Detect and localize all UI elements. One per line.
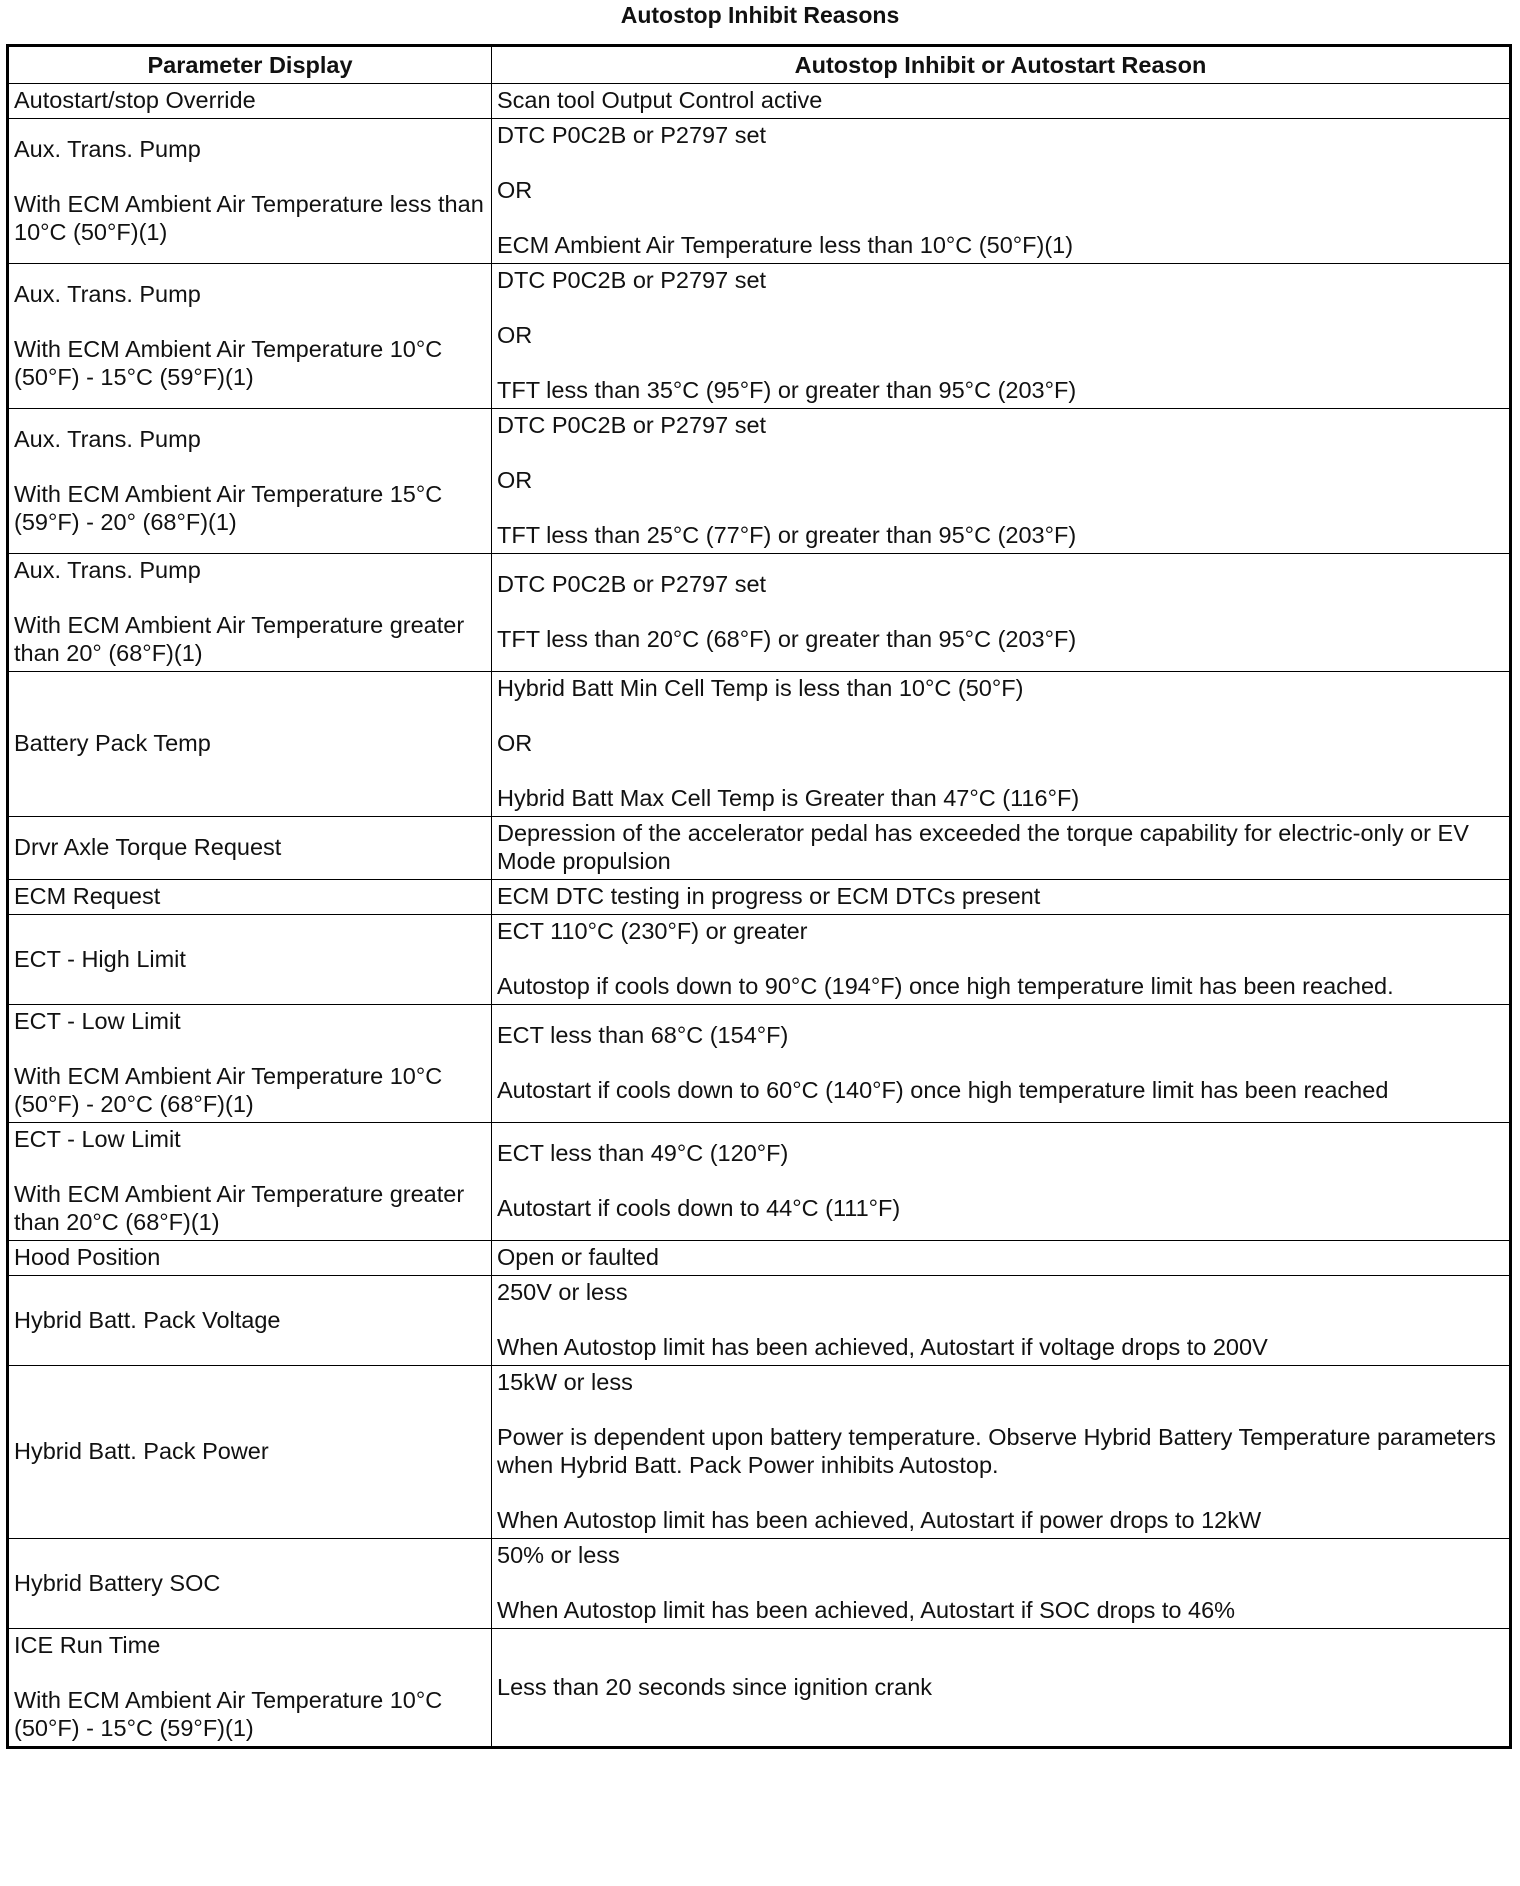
reason-cell — [492, 1005, 1511, 1123]
parameter-text: ECT - Low Limit — [14, 1008, 181, 1034]
table-row — [8, 880, 1511, 915]
reason-text: Open or faulted — [497, 1244, 659, 1270]
table-row — [8, 554, 1511, 672]
table-row — [8, 817, 1511, 880]
column-header-reason: Autostop Inhibit or Autostart Reason — [492, 46, 1511, 84]
table-header-row — [8, 46, 1511, 84]
reason-text: When Autostop limit has been achieved, Autostart if voltage drops to 200V — [497, 1334, 1268, 1360]
parameter-cell — [8, 119, 492, 264]
reason-text: DTC P0C2B or P2797 set — [497, 267, 767, 293]
reason-text: OR — [497, 322, 533, 348]
parameter-text: Autostart/stop Override — [14, 87, 256, 113]
parameter-cell — [8, 1276, 492, 1366]
reason-text: OR — [497, 177, 533, 203]
reason-text: ECT less than 49°C (120°F) — [497, 1140, 789, 1166]
table-row — [8, 119, 1511, 264]
reason-text: Autostart if cools down to 60°C (140°F) once high temperature limit has been reached — [497, 1077, 1389, 1103]
reason-cell — [492, 1366, 1511, 1539]
reason-text: When Autostop limit has been achieved, Autostart if SOC drops to 46% — [497, 1597, 1236, 1623]
reason-cell — [492, 554, 1511, 672]
parameter-cell — [8, 915, 492, 1005]
parameter-text: Hybrid Batt. Pack Voltage — [14, 1306, 281, 1333]
table-row — [8, 1276, 1511, 1366]
reason-cell — [492, 84, 1511, 119]
parameter-text: ECT - Low Limit — [14, 1126, 181, 1152]
parameter-text: With ECM Ambient Air Temperature 10°C (50°F) - 20°C (68°F)(1) — [14, 1063, 443, 1117]
parameter-text: ICE Run Time — [14, 1632, 161, 1658]
reason-text: Depression of the accelerator pedal has exceeded the torque capability for electric-only or EV Mode propulsion — [497, 820, 1469, 874]
reason-cell — [492, 1539, 1511, 1629]
parameter-text: Aux. Trans. Pump — [14, 557, 201, 583]
reason-text: 50% or less — [497, 1542, 620, 1568]
parameter-text: ECM Request — [14, 883, 161, 909]
column-header-parameter: Parameter Display — [8, 46, 492, 84]
parameter-text: ECT - High Limit — [14, 945, 186, 972]
parameter-text: With ECM Ambient Air Temperature greater than 20°C (68°F)(1) — [14, 1181, 465, 1235]
table-row — [8, 409, 1511, 554]
reason-cell — [492, 409, 1511, 554]
table-row — [8, 264, 1511, 409]
parameter-text: Hybrid Batt. Pack Power — [14, 1438, 269, 1464]
parameter-cell — [8, 1629, 492, 1748]
table-row — [8, 1005, 1511, 1123]
reason-text: DTC P0C2B or P2797 set — [497, 412, 767, 438]
parameter-cell — [8, 672, 492, 817]
parameter-cell — [8, 84, 492, 119]
parameter-cell — [8, 1539, 492, 1629]
reason-text: ECM DTC testing in progress or ECM DTCs present — [497, 883, 1041, 909]
reason-cell — [492, 1629, 1511, 1748]
parameter-cell — [8, 1005, 492, 1123]
reason-text: ECT less than 68°C (154°F) — [497, 1022, 789, 1048]
page-title: Autostop Inhibit Reasons — [620, 2, 900, 28]
reason-text: 15kW or less — [497, 1369, 633, 1395]
parameter-text: With ECM Ambient Air Temperature less than 10°C (50°F)(1) — [14, 190, 484, 245]
reason-text: Power is dependent upon battery temperature. Observe Hybrid Battery Temperature parameters when Hybrid Batt. Pack Power inhibits Autostop. — [497, 1424, 1496, 1478]
reason-text: DTC P0C2B or P2797 set — [497, 571, 767, 597]
table-row — [8, 1629, 1511, 1748]
parameter-text: Hood Position — [14, 1244, 161, 1270]
reason-text: Hybrid Batt Max Cell Temp is Greater than 47°C (116°F) — [497, 785, 1080, 811]
parameter-cell — [8, 409, 492, 554]
reason-text: DTC P0C2B or P2797 set — [497, 122, 767, 148]
reason-text: Less than 20 seconds since ignition crank — [497, 1673, 933, 1700]
reason-text: When Autostop limit has been achieved, Autostart if power drops to 12kW — [497, 1507, 1262, 1533]
reason-cell — [492, 915, 1511, 1005]
reason-cell — [492, 1123, 1511, 1241]
parameter-text: Drvr Axle Torque Request — [14, 834, 282, 860]
reason-text: ECT 110°C (230°F) or greater — [497, 918, 808, 944]
reason-text: Scan tool Output Control active — [497, 87, 823, 113]
reason-cell — [492, 1241, 1511, 1276]
reason-text: ECM Ambient Air Temperature less than 10°C (50°F)(1) — [497, 232, 1074, 258]
parameter-cell — [8, 1123, 492, 1241]
parameter-cell — [8, 1366, 492, 1539]
reason-text: Hybrid Batt Min Cell Temp is less than 10°C (50°F) — [497, 675, 1024, 701]
parameter-text: With ECM Ambient Air Temperature 10°C (50°F) - 15°C (59°F)(1) — [14, 335, 443, 390]
reason-cell — [492, 119, 1511, 264]
parameter-text: With ECM Ambient Air Temperature greater than 20° (68°F)(1) — [14, 612, 465, 666]
reason-cell — [492, 880, 1511, 915]
reason-cell — [492, 672, 1511, 817]
parameter-cell — [8, 1241, 492, 1276]
parameter-text: Hybrid Battery SOC — [14, 1569, 221, 1596]
table-row — [8, 915, 1511, 1005]
reason-text: TFT less than 20°C (68°F) or greater than 95°C (203°F) — [497, 626, 1077, 652]
parameter-text: Battery Pack Temp — [14, 730, 211, 756]
reason-cell — [492, 1276, 1511, 1366]
reason-text: TFT less than 25°C (77°F) or greater than 95°C (203°F) — [497, 522, 1077, 548]
reason-cell — [492, 264, 1511, 409]
table-row — [8, 84, 1511, 119]
parameter-text: Aux. Trans. Pump — [14, 135, 201, 162]
parameter-cell — [8, 880, 492, 915]
parameter-text: With ECM Ambient Air Temperature 15°C (59°F) - 20° (68°F)(1) — [14, 480, 443, 535]
parameter-text: Aux. Trans. Pump — [14, 425, 201, 452]
parameter-text: Aux. Trans. Pump — [14, 280, 201, 307]
autostop-inhibit-table — [6, 44, 1512, 1749]
reason-text: OR — [497, 730, 533, 756]
reason-text: Autostop if cools down to 90°C (194°F) once high temperature limit has been reached. — [497, 973, 1394, 999]
reason-text: 250V or less — [497, 1279, 628, 1305]
reason-cell — [492, 817, 1511, 880]
reason-text: Autostart if cools down to 44°C (111°F) — [497, 1195, 901, 1221]
table-row — [8, 1539, 1511, 1629]
reason-text: OR — [497, 467, 533, 493]
parameter-cell — [8, 264, 492, 409]
table-row — [8, 1241, 1511, 1276]
table-row — [8, 672, 1511, 817]
parameter-cell — [8, 817, 492, 880]
parameter-cell — [8, 554, 492, 672]
parameter-text: With ECM Ambient Air Temperature 10°C (50°F) - 15°C (59°F)(1) — [14, 1687, 443, 1741]
table-row — [8, 1366, 1511, 1539]
table-row — [8, 1123, 1511, 1241]
reason-text: TFT less than 35°C (95°F) or greater than 95°C (203°F) — [497, 377, 1077, 403]
